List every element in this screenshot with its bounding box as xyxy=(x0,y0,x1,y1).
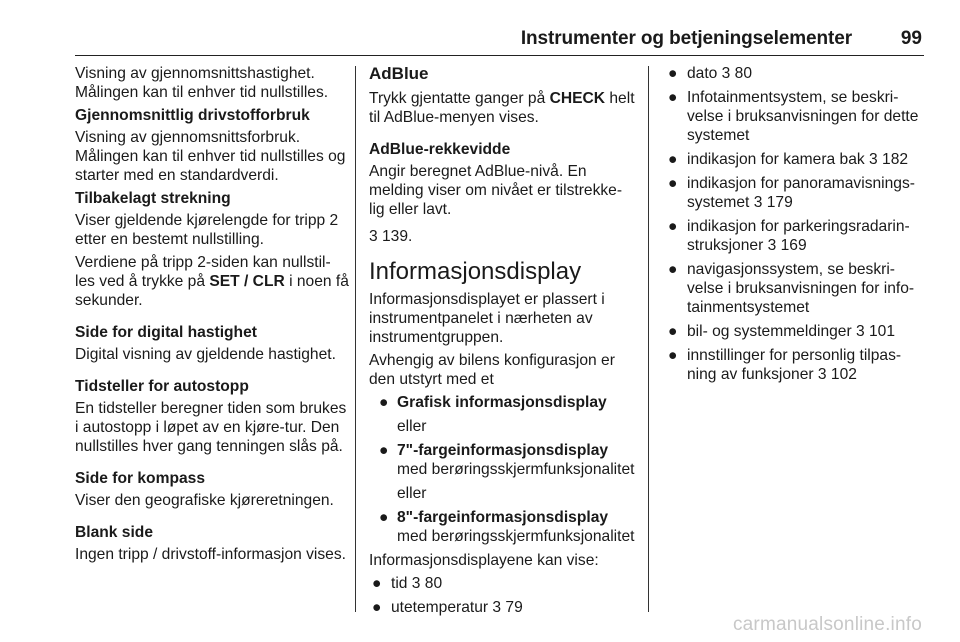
bullet-icon: ● xyxy=(379,394,389,411)
bold-text: Grafisk informasjonsdisplay xyxy=(397,394,607,411)
list-item xyxy=(665,64,930,83)
list-item xyxy=(369,393,637,412)
paragraph: Avhengig av bilens konfigurasjon er den utstyrt med et xyxy=(369,352,615,388)
paragraph xyxy=(75,253,350,310)
bullet-icon: ● xyxy=(668,218,678,235)
list-text: indikasjon for panoramavisnings-systemet 3 179 xyxy=(687,175,915,211)
bullet-icon: ● xyxy=(372,575,382,592)
list-text: dato 3 80 xyxy=(687,65,753,82)
bold-text: SET / CLR xyxy=(209,273,285,290)
list-text: tid 3 80 xyxy=(391,575,443,592)
list-text: indikasjon for parkeringsradarin-struksjoner 3 169 xyxy=(687,218,910,254)
text: helt til AdBlue-menyen vises. xyxy=(369,90,635,126)
text: Trykk gjentatte ganger på xyxy=(369,90,550,107)
subheading: Side for digital hastighet xyxy=(75,324,257,341)
bullet-icon: ● xyxy=(379,509,389,526)
bold-text: 8"-fargeinformasjonsdisplay xyxy=(397,509,609,526)
paragraph: Viser den geografiske kjøreretningen. xyxy=(75,492,334,509)
text: i noen få sekunder. xyxy=(75,273,349,309)
paragraph: Viser gjeldende kjørelengde for tripp 2 etter en bestemt nullstilling. xyxy=(75,212,339,248)
bullet-icon: ● xyxy=(668,65,678,82)
list-item xyxy=(369,574,637,593)
list-text: bil- og systemmeldinger 3 101 xyxy=(687,323,896,340)
subheading: Tidsteller for autostopp xyxy=(75,378,249,395)
paragraph: Visning av gjennomsnittsforbruk. Målingen kan til enhver tid nullstilles og starter med en standardverdi. xyxy=(75,129,346,184)
bullet-icon: ● xyxy=(668,175,678,192)
bullet-icon: ● xyxy=(668,151,678,168)
list-text: Infotainmentsystem, se beskri-velse i bruksanvisningen for dette systemet xyxy=(687,89,919,144)
paragraph: Informasjonsdisplayene kan vise: xyxy=(369,552,599,569)
subheading: Side for kompass xyxy=(75,470,205,487)
page-header xyxy=(75,28,924,56)
paragraph: En tidsteller beregner tiden som brukes i autostopp i løpet av en kjøre-tur. Den nullstilles hver gang tenningen slås på. xyxy=(75,400,347,455)
column-divider xyxy=(648,66,649,612)
bullet-icon: ● xyxy=(379,442,389,459)
list-item xyxy=(665,260,930,317)
list-item xyxy=(369,441,637,479)
subheading: Gjennomsnittlig drivstofforbruk xyxy=(75,107,310,124)
column-right xyxy=(665,64,930,389)
watermark: carmanualsonline.info xyxy=(732,614,922,635)
bullet-icon: ● xyxy=(372,599,382,616)
bullet-icon: ● xyxy=(668,323,678,340)
bold-text: 7"-fargeinformasjonsdisplay xyxy=(397,442,609,459)
bold-text: CHECK xyxy=(549,90,606,107)
text: med berøringsskjermfunksjonalitet xyxy=(397,461,635,478)
list-item xyxy=(665,88,930,145)
subheading: Tilbakelagt strekning xyxy=(75,190,231,207)
list-item xyxy=(665,346,930,384)
paragraph: Informasjonsdisplayet er plassert i instrumentpanelet i nærheten av instrumentgruppen. xyxy=(369,291,605,346)
list-item xyxy=(369,598,637,617)
paragraph: Angir beregnet AdBlue-nivå. En melding viser om nivået er tilstrekke-lig eller lavt. xyxy=(369,163,623,218)
bullet-icon: ● xyxy=(668,261,678,278)
list-item xyxy=(665,174,930,212)
list-text: utetemperatur 3 79 xyxy=(391,599,523,616)
paragraph: Visning av gjennomsnittshastighet. Målingen kan til enhver tid nullstilles. xyxy=(75,65,329,101)
column-middle xyxy=(369,64,637,622)
page-number: 99 xyxy=(900,28,922,49)
list-subtext: eller xyxy=(397,485,427,502)
list-item xyxy=(665,217,930,255)
bullet-icon: ● xyxy=(668,89,678,106)
column-divider xyxy=(355,66,356,612)
text: med berøringsskjermfunksjonalitet xyxy=(397,528,635,545)
list-item xyxy=(665,150,930,169)
subheading: Blank side xyxy=(75,524,153,541)
paragraph: Ingen tripp / drivstoff-informasjon vises. xyxy=(75,546,346,563)
section-title: AdBlue xyxy=(369,64,429,83)
bullet-icon: ● xyxy=(668,347,678,364)
subheading: AdBlue-rekkevidde xyxy=(369,141,511,158)
page-reference: 3 139. xyxy=(369,228,413,245)
list-item xyxy=(369,508,637,546)
paragraph xyxy=(369,89,637,127)
list-text: innstillinger for personlig tilpas-ning av funksjoner 3 102 xyxy=(687,347,902,383)
list-text: navigasjonssystem, se beskri-velse i bruksanvisningen for info-tainmentsystemet xyxy=(687,261,915,316)
header-title: Instrumenter og betjeningselementer xyxy=(520,28,852,49)
text: Verdiene på tripp 2-siden kan nullstil-les ved å trykke på xyxy=(75,254,331,290)
column-left xyxy=(75,64,350,568)
list-text: indikasjon for kamera bak 3 182 xyxy=(687,151,909,168)
section-title: Informasjonsdisplay xyxy=(369,258,582,285)
list-subtext: eller xyxy=(397,418,427,435)
paragraph: Digital visning av gjeldende hastighet. xyxy=(75,346,336,363)
list-item xyxy=(665,322,930,341)
